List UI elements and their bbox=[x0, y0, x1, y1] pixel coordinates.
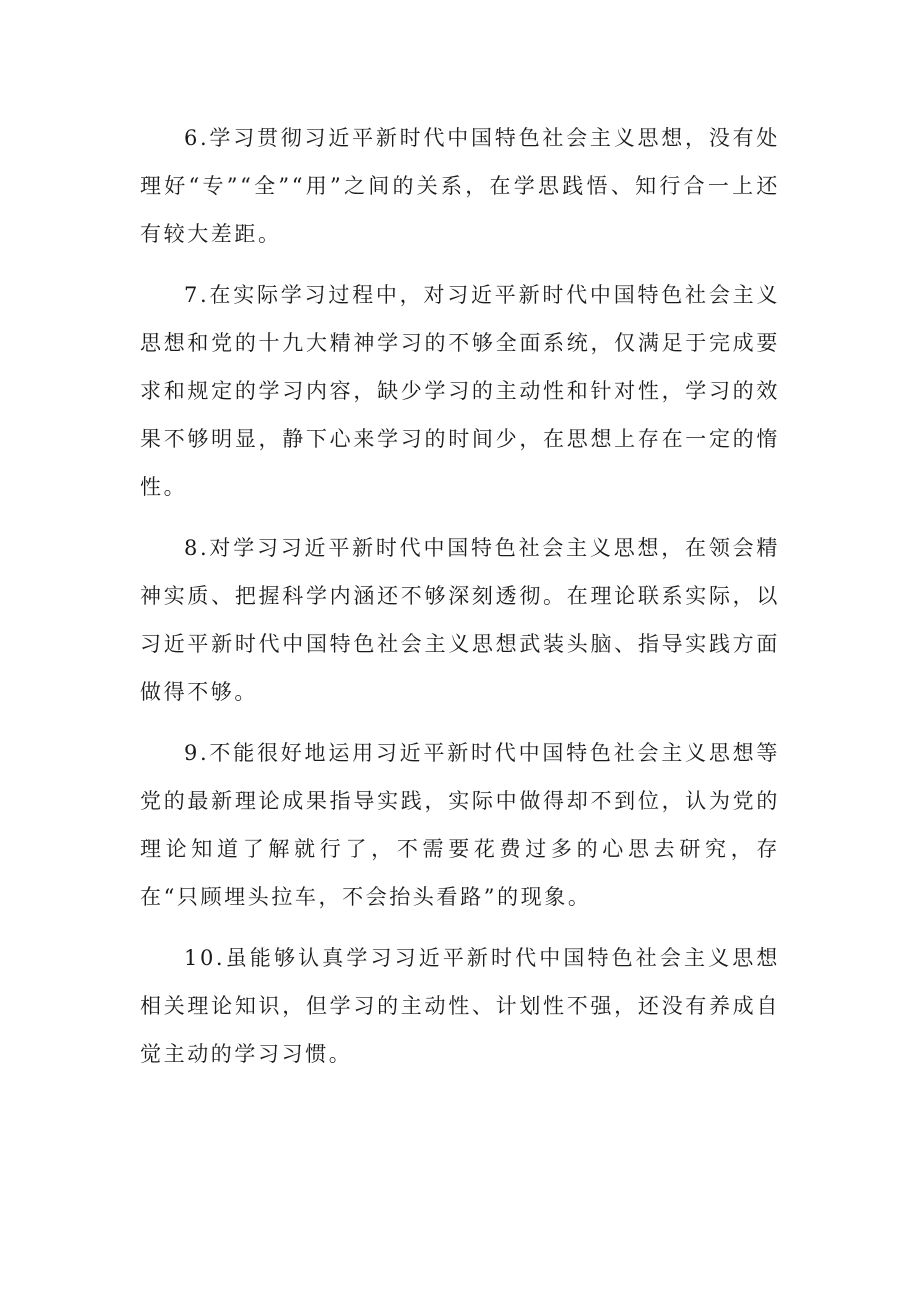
paragraph-item-6: 6.学习贯彻习近平新时代中国特色社会主义思想，没有处理好“专”“全”“用”之间的关系，在学思践悟、知行合一上还有较大差距。 bbox=[140, 126, 780, 246]
document-body bbox=[140, 114, 780, 1091]
paragraph-item-8: 8.对学习习近平新时代中国特色社会主义思想，在领会精神实质、把握科学内涵还不够深刻透彻。在理论联系实际，以习近平新时代中国特色社会主义思想武装头脑、指导实践方面做得不够。 bbox=[140, 536, 780, 704]
paragraph-item-10: 10.虽能够认真学习习近平新时代中国特色社会主义思想相关理论知识，但学习的主动性、计划性不强，还没有养成自觉主动的学习习惯。 bbox=[140, 946, 780, 1066]
paragraph-item-9: 9.不能很好地运用习近平新时代中国特色社会主义思想等党的最新理论成果指导实践，实际中做得却不到位，认为党的理论知道了解就行了，不需要花费过多的心思去研究，存在“只顾埋头拉车，不会抬头看路”的现象。 bbox=[140, 741, 780, 909]
paragraph-item-7: 7.在实际学习过程中，对习近平新时代中国特色社会主义思想和党的十九大精神学习的不够全面系统，仅满足于完成要求和规定的学习内容，缺少学习的主动性和针对性，学习的效果不够明显，静下心来学习的时间少，在思想上存在一定的惰性。 bbox=[140, 283, 780, 499]
